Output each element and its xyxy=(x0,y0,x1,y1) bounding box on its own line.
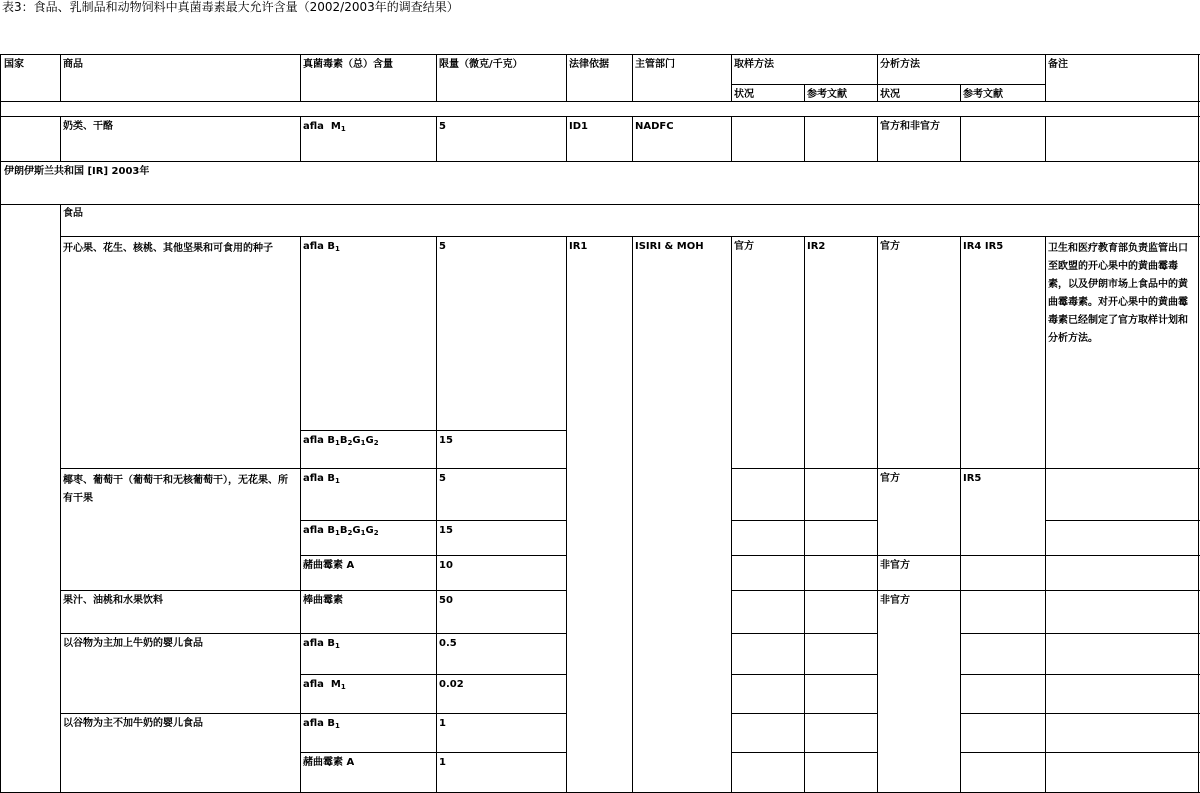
header-remarks: 备注 xyxy=(1048,59,1068,70)
infant-nomilk-mycotoxin-1: afla $B_1$ xyxy=(303,718,340,730)
juice-mycotoxin: 棒曲霉素 xyxy=(303,595,343,606)
infant-milk-limit-2: 0.02 xyxy=(439,679,464,690)
nuts-sampling-reference: IR2 xyxy=(807,241,826,252)
dairy-analysis-status: 官方和非官方 xyxy=(880,121,940,132)
country-heading-iran: 伊朗伊斯兰共和国 [IR] 2003年 xyxy=(4,166,150,177)
section-food: 食品 xyxy=(63,208,83,219)
iran-authority: ISIRI & MOH xyxy=(635,241,704,252)
table-title: 表3：食品、乳制品和动物饲料中真菌毒素最大允许含量（2002/2003年的调查结果） xyxy=(2,0,459,14)
juice-commodity: 果汁、油桃和水果饮料 xyxy=(63,595,163,606)
nuts-analysis-status: 官方 xyxy=(880,241,900,252)
dried-mycotoxin-1: afla $B_1$ xyxy=(303,473,340,485)
header-limit: 限量（微克/千克） xyxy=(439,59,523,70)
header-authority: 主管部门 xyxy=(635,59,675,70)
juice-analysis-status: 非官方 xyxy=(880,595,910,606)
infant-milk-mycotoxin-1: afla $B_1$ xyxy=(303,638,340,650)
header-sampling-reference: 参考文献 xyxy=(807,89,847,100)
header-legal-basis: 法律依据 xyxy=(569,59,609,70)
dried-mycotoxin-2: afla $B_1B_2G_1G_2$ xyxy=(303,525,379,537)
dairy-limit: 5 xyxy=(439,121,446,132)
infant-milk-mycotoxin-2: afla $M_1$ xyxy=(303,679,346,691)
dried-analysis-status-2: 非官方 xyxy=(880,560,910,571)
header-analysis-status: 状况 xyxy=(880,89,900,100)
header-analysis-reference: 参考文献 xyxy=(963,89,1003,100)
header-commodity: 商品 xyxy=(63,59,83,70)
infant-nomilk-limit-2: 1 xyxy=(439,757,446,768)
dairy-mycotoxin: afla $M_1$ xyxy=(303,121,346,133)
dairy-authority: NADFC xyxy=(635,121,674,132)
juice-limit: 50 xyxy=(439,595,453,606)
header-sampling-status: 状况 xyxy=(734,89,754,100)
dried-limit-3: 10 xyxy=(439,560,453,571)
dried-commodity: 椰枣、葡萄干（葡萄干和无核葡萄干），无花果、所有干果 xyxy=(63,475,288,504)
nuts-commodity: 开心果、花生、核桃、其他坚果和可食用的种子 xyxy=(63,243,273,254)
nuts-limit-1: 5 xyxy=(439,241,446,252)
infant-nomilk-commodity: 以谷物为主不加牛奶的婴儿食品 xyxy=(63,718,203,729)
nuts-analysis-reference: IR4 IR5 xyxy=(963,241,1004,252)
nuts-mycotoxin-2: afla $B_1B_2G_1G_2$ xyxy=(303,435,379,447)
nuts-sampling-status: 官方 xyxy=(734,241,754,252)
header-sampling: 取样方法 xyxy=(734,59,774,70)
dried-analysis-status-1: 官方 xyxy=(880,473,900,484)
nuts-mycotoxin-1: afla $B_1$ xyxy=(303,241,340,253)
header-mycotoxin: 真菌毒素（总）含量 xyxy=(303,59,393,70)
dried-limit-1: 5 xyxy=(439,473,446,484)
nuts-remarks: 卫生和医疗教育部负责监管出口至欧盟的开心果中的黄曲霉毒素，以及伊朗市场上食品中的黄曲霉毒素。对开心果中的黄曲霉毒素已经制定了官方取样计划和分析方法。 xyxy=(1048,243,1188,344)
dairy-legal-basis: ID1 xyxy=(569,121,588,132)
dried-analysis-reference: IR5 xyxy=(963,473,982,484)
infant-nomilk-limit-1: 1 xyxy=(439,718,446,729)
infant-milk-limit-1: 0.5 xyxy=(439,638,457,649)
header-analysis: 分析方法 xyxy=(880,59,920,70)
infant-nomilk-mycotoxin-2: 赭曲霉素 A xyxy=(303,757,355,768)
nuts-limit-2: 15 xyxy=(439,435,453,446)
infant-milk-commodity: 以谷物为主加上牛奶的婴儿食品 xyxy=(63,638,203,649)
header-country: 国家 xyxy=(4,59,24,70)
dairy-commodity: 奶类、干酪 xyxy=(63,121,113,132)
iran-legal-basis: IR1 xyxy=(569,241,588,252)
dried-limit-2: 15 xyxy=(439,525,453,536)
dried-mycotoxin-3: 赭曲霉素 A xyxy=(303,560,355,571)
